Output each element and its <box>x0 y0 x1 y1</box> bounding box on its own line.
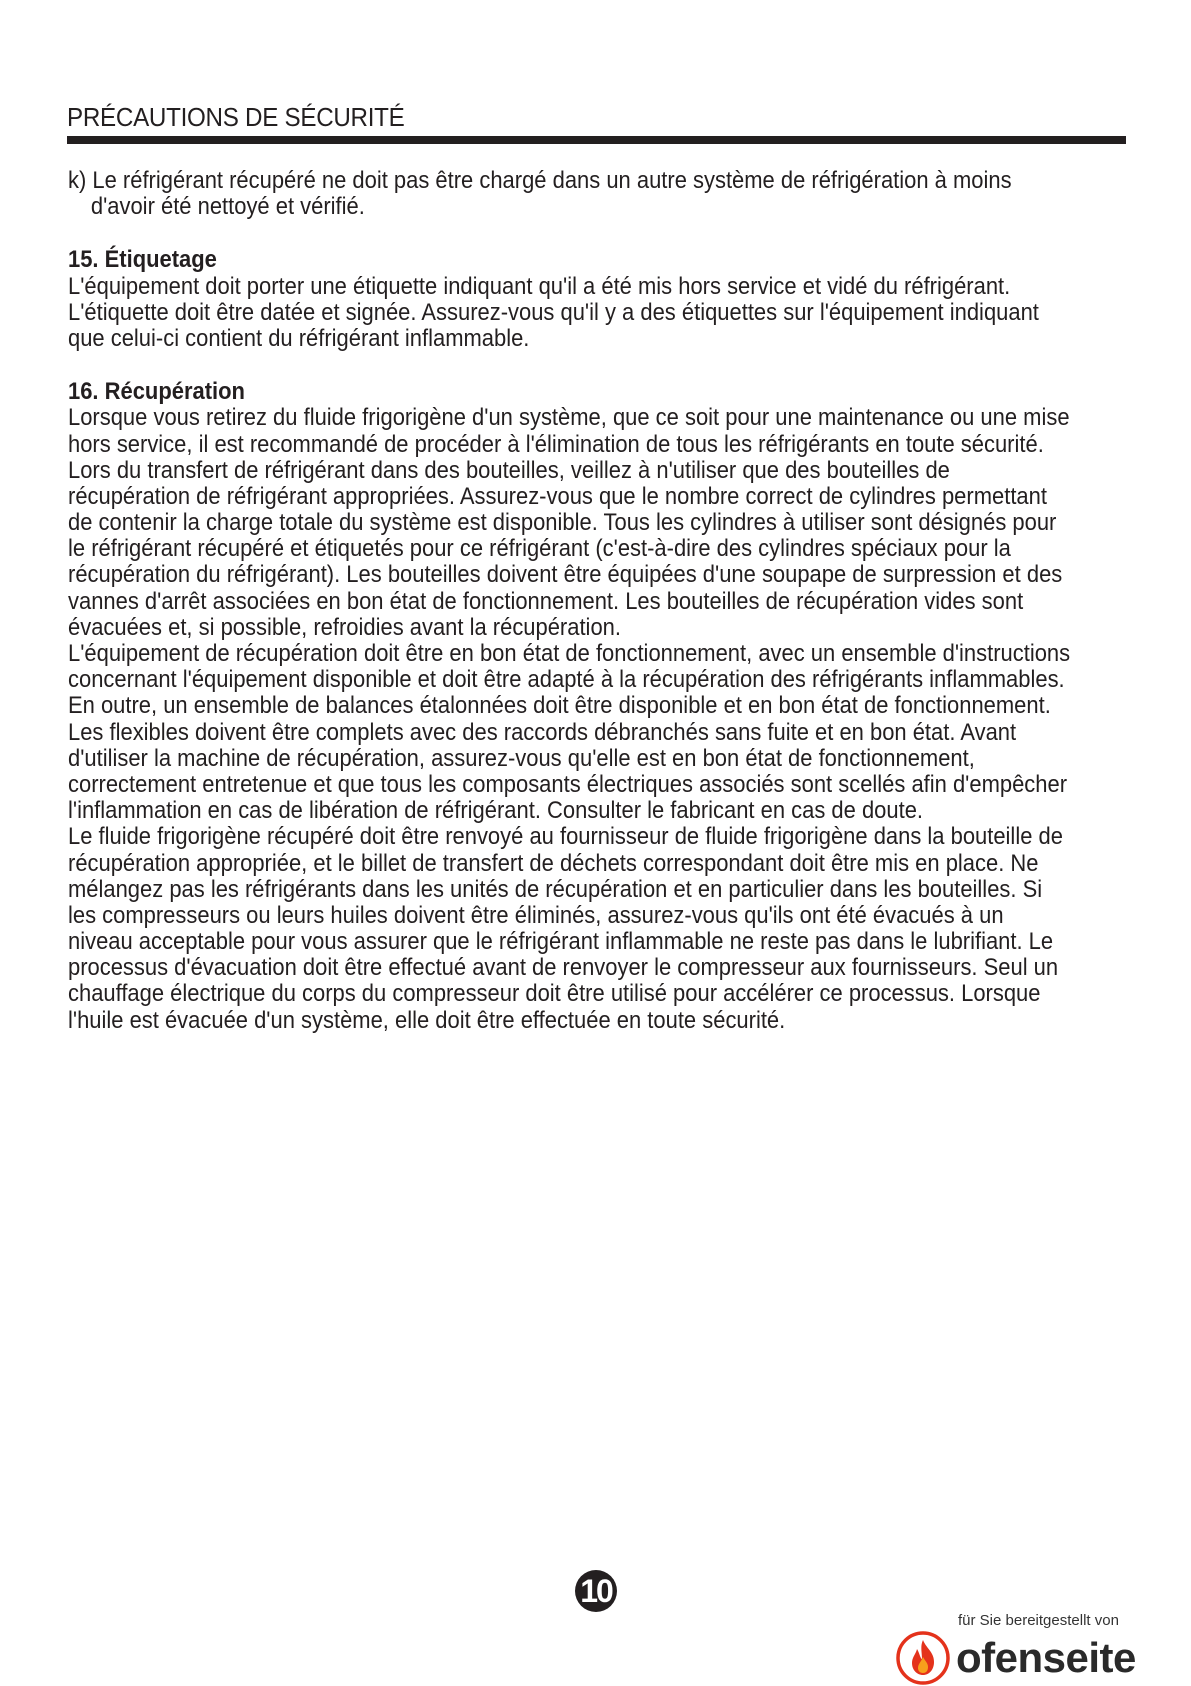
section-16-line: mélangez pas les réfrigérants dans les unités de récupération et en particulier dans les bouteilles. Si <box>68 875 1043 903</box>
section-16-line: le réfrigérant récupéré et étiquetés pour ce réfrigérant (c'est-à-dire des cylindres spéciaux pour la <box>68 535 1011 563</box>
item-k-line: k) Le réfrigérant récupéré ne doit pas être chargé dans un autre système de réfrigération à moins <box>68 167 1012 194</box>
section-15-line: L'étiquette doit être datée et signée. Assurez-vous qu'il y a des étiquettes sur l'équipement indiquant <box>68 298 1039 326</box>
section-16 <box>68 379 1148 1034</box>
section-15-heading: 15. Étiquetage <box>68 246 217 274</box>
section-16-line: vannes d'arrêt associées en bon état de fonctionnement. Les bouteilles de récupération vides sont <box>68 587 1024 615</box>
section-15-line: que celui-ci contient du réfrigérant inflammable. <box>68 324 530 352</box>
item-k <box>68 168 1148 220</box>
section-16-line: En outre, un ensemble de balances étalonnées doit être disponible et en bon état de fonctionnement. <box>68 692 1051 720</box>
page-header-title: PRÉCAUTIONS DE SÉCURITÉ <box>67 102 405 132</box>
section-16-heading: 16. Récupération <box>68 378 245 406</box>
section-15 <box>68 247 1148 352</box>
section-16-line: évacuées et, si possible, refroidies avant la récupération. <box>68 613 621 641</box>
brand-tagline: für Sie bereitgestellt von <box>958 1612 1119 1629</box>
document-body <box>68 168 1148 1034</box>
brand-logo-link[interactable] <box>896 1630 1136 1686</box>
section-16-line: chauffage électrique du corps du compresseur doit être utilisé pour accélérer ce processus. Lorsque <box>68 980 1041 1008</box>
section-16-line: l'inflammation en cas de libération de réfrigérant. Consulter le fabricant en cas de doute. <box>68 797 924 825</box>
section-16-line: récupération de réfrigérant appropriées. Assurez-vous que le nombre correct de cylindres permettant <box>68 482 1047 510</box>
section-16-line: récupération du réfrigérant). Les bouteilles doivent être équipées d'une soupape de surpression et des <box>68 561 1063 589</box>
section-16-line: hors service, il est recommandé de procéder à l'élimination de tous les réfrigérants en toute sécurité. <box>68 430 1044 458</box>
section-16-line: processus d'évacuation doit être effectué avant de renvoyer le compresseur aux fournisseurs. Seul un <box>68 954 1059 982</box>
section-16-line: de contenir la charge totale du système est disponible. Tous les cylindres à utiliser sont désignés pour <box>68 509 1057 537</box>
section-16-line: L'équipement de récupération doit être en bon état de fonctionnement, avec un ensemble d'instructions <box>68 640 1071 667</box>
section-16-line: Les flexibles doivent être complets avec des raccords débranchés sans fuite et en bon état. Avant <box>68 718 1017 746</box>
section-16-line: Lors du transfert de réfrigérant dans des bouteilles, veillez à n'utiliser que des bouteilles de <box>68 456 950 484</box>
section-16-line: l'huile est évacuée d'un système, elle doit être effectuée en toute sécurité. <box>68 1006 786 1034</box>
section-16-line: niveau acceptable pour vous assurer que le réfrigérant inflammable ne reste pas dans le lubrifiant. Le <box>68 928 1054 956</box>
section-16-line: Le fluide frigorigène récupéré doit être renvoyé au fournisseur de fluide frigorigène dans la bouteille de <box>68 823 1063 851</box>
header-rule <box>67 136 1126 144</box>
section-16-line: correctement entretenue et que tous les composants électriques associés sont scellés afin d'empêcher <box>68 770 1068 798</box>
section-16-line: récupération appropriée, et le billet de transfert de déchets correspondant doit être mis en place. Ne <box>68 849 1039 877</box>
item-k-line: d'avoir été nettoyé et vérifié. <box>90 193 365 221</box>
brand-name: ofenseite <box>956 1634 1136 1681</box>
section-16-line: Lorsque vous retirez du fluide frigorigène d'un système, que ce soit pour une maintenance ou une mise <box>68 404 1070 432</box>
page-number-badge: 10 <box>575 1570 617 1612</box>
section-16-line: les compresseurs ou leurs huiles doivent être éliminés, assurez-vous qu'ils ont été évacués à un <box>68 901 1004 929</box>
section-16-line: concernant l'équipement disponible et doit être adapté à la récupération des réfrigérants inflammables. <box>68 666 1065 694</box>
flame-icon <box>896 1631 950 1685</box>
section-16-line: d'utiliser la machine de récupération, assurez-vous qu'elle est en bon état de fonctionnement, <box>68 744 975 772</box>
section-15-line: L'équipement doit porter une étiquette indiquant qu'il a été mis hors service et vidé du réfrigérant. <box>68 272 1011 300</box>
